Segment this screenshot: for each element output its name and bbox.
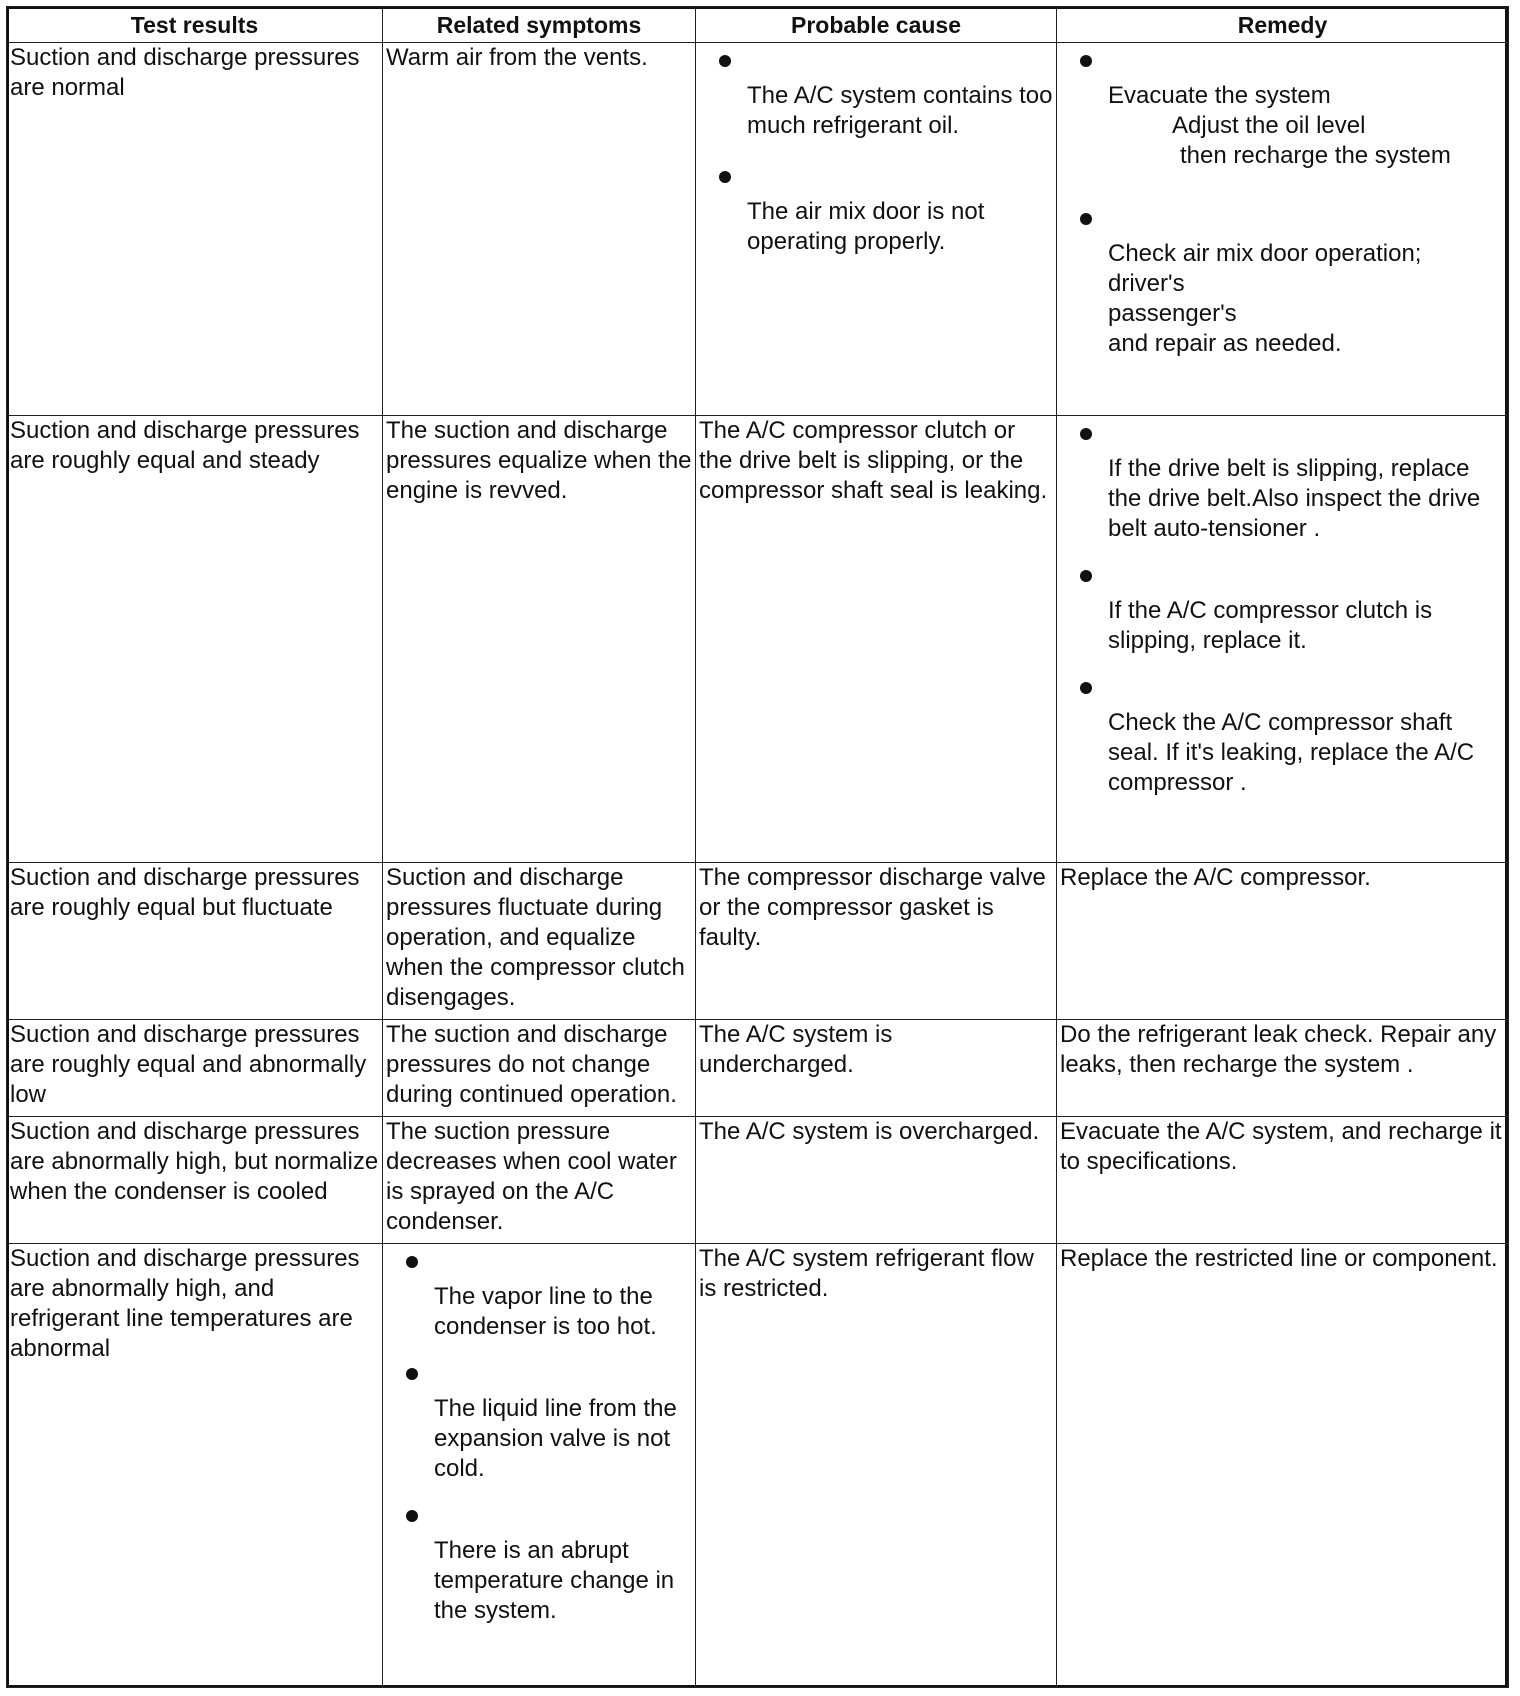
remedy-line: and repair as needed.: [1108, 330, 1342, 357]
list-item: [1060, 43, 1505, 171]
list-item: [386, 1356, 692, 1484]
header-test-results: Test results: [7, 7, 383, 43]
bullet-icon: [406, 1510, 418, 1522]
remedy-line: passenger's: [1108, 300, 1237, 327]
cause-text: The air mix door is not operating properly.: [747, 198, 985, 255]
symptom-cell: The suction and discharge pressures do not change during continued operation.: [383, 1020, 696, 1117]
header-row: [7, 7, 1509, 43]
test-result-cell: Suction and discharge pressures are roughly equal and abnormally low: [7, 1020, 383, 1117]
remedy-cell: [1057, 43, 1509, 416]
bullet-icon: [719, 171, 731, 183]
list-item: [699, 159, 1053, 257]
list-item: [1060, 670, 1505, 798]
test-result-cell: Suction and discharge pressures are abnormally high, but normalize when the condenser is cooled: [7, 1117, 383, 1244]
bullet-icon: [1080, 213, 1092, 225]
remedy-line: Evacuate the system: [1108, 82, 1331, 109]
bullet-icon: [719, 55, 731, 67]
header-remedy: Remedy: [1057, 7, 1509, 43]
remedy-cell: [1057, 416, 1509, 863]
cause-text: The A/C system contains too much refrigerant oil.: [747, 82, 1053, 139]
list-item: [386, 1244, 692, 1342]
bullet-icon: [406, 1368, 418, 1380]
bullet-icon: [1080, 570, 1092, 582]
remedy-cell: Replace the restricted line or component.: [1057, 1244, 1509, 1688]
ac-diagnosis-table: [6, 6, 1509, 1688]
test-result-cell: Suction and discharge pressures are roughly equal and steady: [7, 416, 383, 863]
header-related-symptoms: Related symptoms: [383, 7, 696, 43]
list-item: [386, 1498, 692, 1626]
cause-cell: The A/C system is overcharged.: [696, 1117, 1057, 1244]
remedy-text: If the drive belt is slipping, replace the drive belt.Also inspect the drive belt auto-tensioner .: [1108, 455, 1481, 542]
list-item: [1060, 558, 1505, 656]
list-item: [1060, 201, 1505, 359]
cause-cell: The compressor discharge valve or the compressor gasket is faulty.: [696, 863, 1057, 1020]
symptom-cell: Suction and discharge pressures fluctuate during operation, and equalize when the compressor clutch disengages.: [383, 863, 696, 1020]
symptom-cell: The suction and discharge pressures equalize when the engine is revved.: [383, 416, 696, 863]
bullet-icon: [1080, 428, 1092, 440]
test-result-cell: Suction and discharge pressures are roughly equal but fluctuate: [7, 863, 383, 1020]
remedy-text: If the A/C compressor clutch is slipping, replace it.: [1108, 597, 1433, 654]
remedy-line: then recharge the system: [1180, 142, 1451, 169]
cause-cell: The A/C compressor clutch or the drive belt is slipping, or the compressor shaft seal is leaking.: [696, 416, 1057, 863]
cause-cell: The A/C system refrigerant flow is restricted.: [696, 1244, 1057, 1688]
list-item: [699, 43, 1053, 141]
table-row: [7, 1244, 1509, 1688]
table-row: [7, 416, 1509, 863]
table-row: [7, 1020, 1509, 1117]
list-item: [1060, 416, 1505, 544]
remedy-text: Check the A/C compressor shaft seal. If it's leaking, replace the A/C compressor .: [1108, 709, 1475, 796]
symptom-cell: Warm air from the vents.: [383, 43, 696, 416]
cause-cell: The A/C system is undercharged.: [696, 1020, 1057, 1117]
bullet-icon: [406, 1256, 418, 1268]
bullet-icon: [1080, 682, 1092, 694]
symptom-text: The vapor line to the condenser is too hot.: [434, 1283, 657, 1340]
bullet-icon: [1080, 55, 1092, 67]
remedy-line: Adjust the oil level: [1172, 112, 1366, 139]
cause-cell: [696, 43, 1057, 416]
remedy-cell: Do the refrigerant leak check. Repair any leaks, then recharge the system .: [1057, 1020, 1509, 1117]
remedy-cell: Replace the A/C compressor.: [1057, 863, 1509, 1020]
table-row: [7, 1117, 1509, 1244]
table-row: [7, 43, 1509, 416]
remedy-line: Check air mix door operation;: [1108, 240, 1422, 267]
test-result-cell: Suction and discharge pressures are normal: [7, 43, 383, 416]
symptom-cell: [383, 1244, 696, 1688]
symptom-cell: The suction pressure decreases when cool water is sprayed on the A/C condenser.: [383, 1117, 696, 1244]
table-row: [7, 863, 1509, 1020]
remedy-cell: Evacuate the A/C system, and recharge it to specifications.: [1057, 1117, 1509, 1244]
symptom-text: The liquid line from the expansion valve is not cold.: [434, 1395, 677, 1482]
symptom-text: There is an abrupt temperature change in the system.: [434, 1537, 675, 1624]
header-probable-cause: Probable cause: [696, 7, 1057, 43]
remedy-line: driver's: [1108, 270, 1185, 297]
test-result-cell: Suction and discharge pressures are abnormally high, and refrigerant line temperatures are abnormal: [7, 1244, 383, 1688]
